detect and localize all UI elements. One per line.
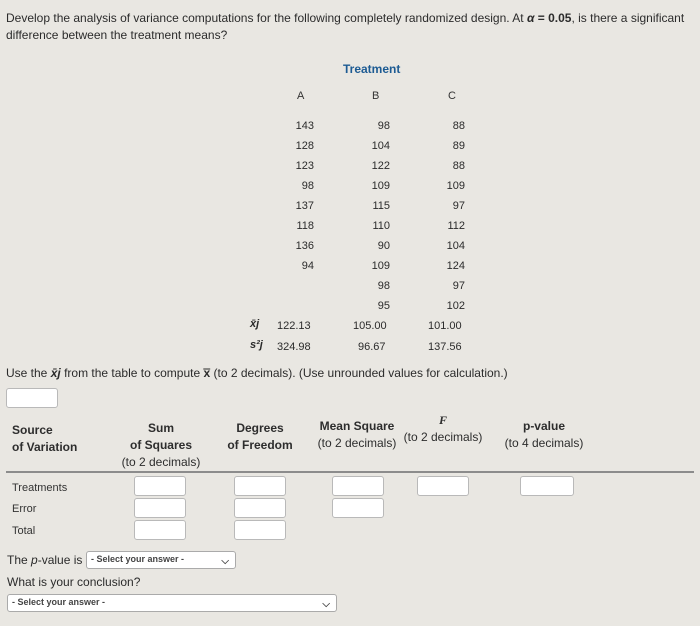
cell-c-2: 89 (452, 140, 465, 152)
ms-treatments-input[interactable] (332, 476, 384, 496)
variance-label: s²j (250, 339, 263, 351)
ms-error-input[interactable] (332, 498, 384, 518)
cell-b-8: 109 (371, 260, 390, 272)
p-value-input[interactable] (520, 476, 574, 496)
cell-a-2: 128 (295, 140, 314, 152)
header-source: Source of Variation (12, 423, 78, 454)
df-error-input[interactable] (234, 498, 286, 518)
cell-b-2: 104 (371, 140, 390, 152)
p-value-statement: The p-value is (7, 553, 83, 567)
cell-b-1: 98 (377, 120, 390, 132)
header-degrees-of-freedom: Degrees of Freedom (227, 421, 293, 452)
cell-a-4: 98 (301, 180, 314, 192)
column-header-c: C (448, 90, 456, 102)
f-input[interactable] (417, 476, 469, 496)
conclusion-select[interactable]: - Select your answer - ⌵ (7, 594, 337, 612)
cell-b-6: 110 (372, 220, 390, 232)
header-sum-of-squares: Sum of Squares (to 2 decimals) (121, 421, 201, 469)
cell-c-7: 104 (446, 240, 465, 252)
conclusion-question: What is your conclusion? (7, 575, 141, 589)
cell-c-9: 97 (452, 280, 465, 292)
cell-a-8: 94 (301, 260, 314, 272)
table-divider (6, 471, 694, 473)
chevron-down-icon: ⌵ (322, 599, 330, 610)
cell-c-5: 97 (452, 200, 465, 212)
question-text: Develop the analysis of variance computations for the following completely randomized design. At α = 0.05, is there a significant difference between the treatment means? (6, 11, 685, 42)
treatment-title: Treatment (343, 62, 401, 76)
row-label-error: Error (12, 503, 37, 515)
column-header-b: B (372, 90, 380, 102)
cell-b-7: 90 (377, 240, 390, 252)
header-f: F (to 2 decimals) (403, 413, 483, 444)
column-header-a: A (297, 90, 305, 102)
cell-a-5: 137 (295, 200, 314, 212)
cell-b-4: 109 (371, 180, 390, 192)
df-total-input[interactable] (234, 520, 286, 540)
cell-a-3: 123 (295, 160, 314, 172)
ss-treatments-input[interactable] (134, 476, 186, 496)
ss-total-input[interactable] (134, 520, 186, 540)
variance-c: 137.56 (428, 341, 462, 353)
p-value-select[interactable]: - Select your answer - ⌵ (86, 551, 236, 569)
header-mean-square: Mean Square (to 2 decimals) (317, 419, 397, 450)
cell-b-3: 122 (371, 160, 390, 172)
variance-a: 324.98 (277, 341, 311, 353)
chevron-down-icon: ⌵ (221, 556, 229, 567)
mean-a: 122.13 (277, 320, 311, 332)
cell-a-6: 118 (296, 220, 314, 232)
mean-c: 101.00 (428, 320, 462, 332)
ss-error-input[interactable] (134, 498, 186, 518)
cell-c-3: 88 (452, 160, 465, 172)
cell-c-4: 109 (446, 180, 465, 192)
cell-a-7: 136 (295, 240, 314, 252)
grand-mean-input[interactable] (6, 388, 58, 408)
cell-c-1: 88 (452, 120, 465, 132)
cell-a-1: 143 (295, 120, 314, 132)
variance-b: 96.67 (358, 341, 386, 353)
cell-c-10: 102 (446, 300, 465, 312)
row-label-total: Total (12, 525, 36, 537)
mean-label: x̄j (250, 318, 260, 330)
cell-b-9: 98 (377, 280, 390, 292)
instruction-text: Use the x̄j from the table to compute x̿ (to 2 decimals). (Use unrounded values for calculation.) (6, 366, 508, 380)
row-label-treatments: Treatments (12, 482, 68, 494)
cell-b-10: 95 (377, 300, 390, 312)
mean-b: 105.00 (353, 320, 387, 332)
df-treatments-input[interactable] (234, 476, 286, 496)
cell-b-5: 115 (372, 200, 390, 212)
cell-c-8: 124 (446, 260, 465, 272)
cell-c-6: 112 (447, 220, 465, 232)
header-p-value: p-value (to 4 decimals) (504, 419, 584, 450)
